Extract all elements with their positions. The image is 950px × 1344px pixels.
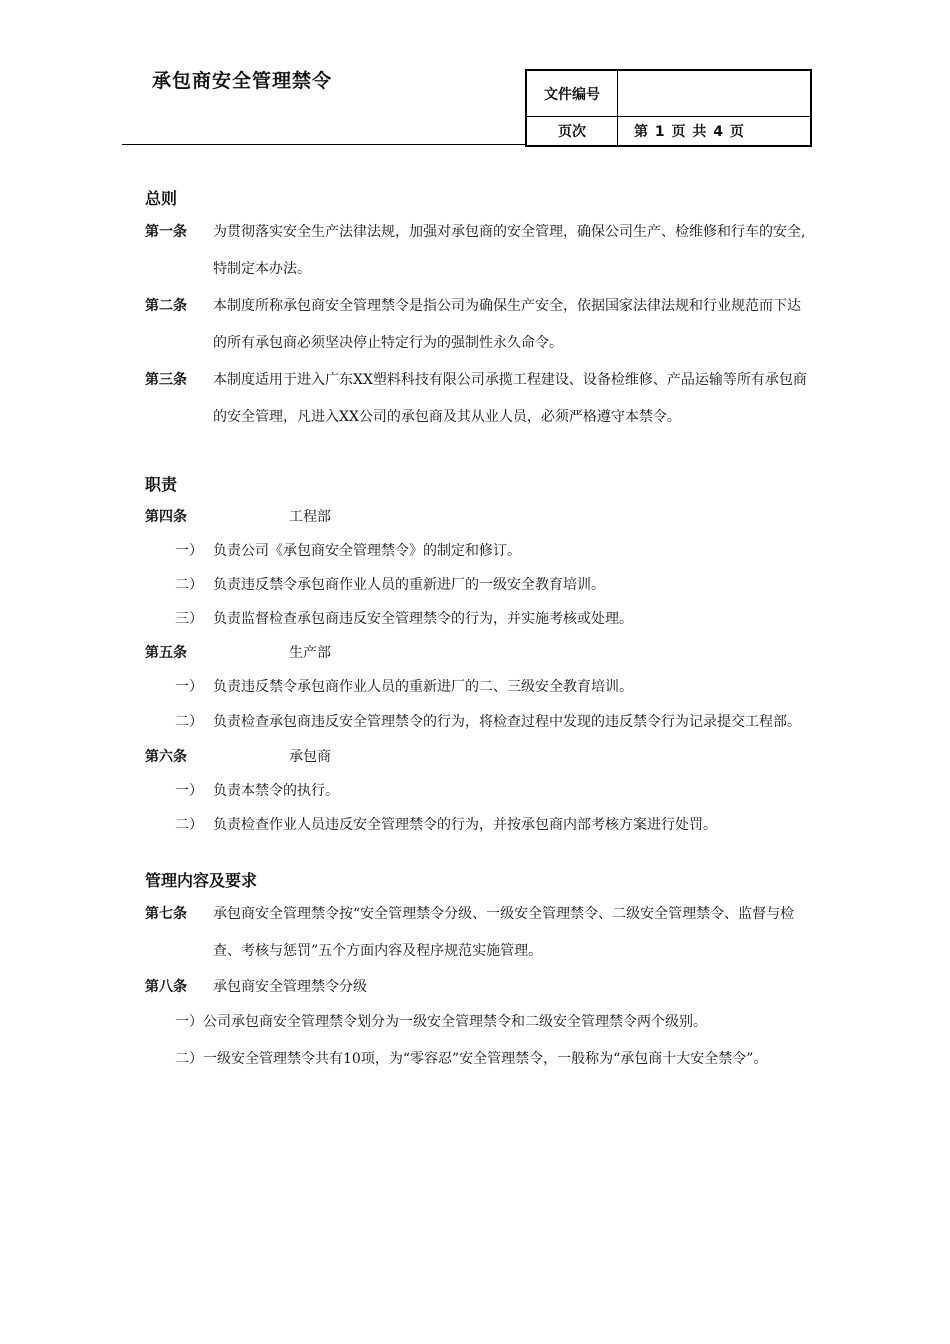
item-marker: 一） [175, 679, 203, 695]
list-item [145, 534, 810, 568]
article-7 [145, 896, 810, 970]
paragraph: 二）一级安全管理禁令共有10项，为“零容忍”安全管理禁令，一般称为“承包商十大安全禁令”。 [175, 1051, 768, 1067]
item-text: 负责本禁令的执行。 [213, 783, 339, 799]
item-text: 负责检查作业人员违反安全管理禁令的行为，并按承包商内部考核方案进行处罚。 [213, 817, 717, 833]
article-5 [145, 636, 810, 670]
list-item [145, 774, 810, 808]
list-item [145, 602, 810, 636]
page-number-value: 第 1 页 共 4 页 [618, 117, 812, 147]
item-marker: 二） [175, 714, 203, 730]
article-text: 本制度所称承包商安全管理禁令是指公司为确保生产安全，依据国家法律法规和行业规范而下达的所有承包商必须坚决停止特定行为的强制性永久命令。 [213, 298, 801, 351]
article-number: 第二条 [145, 298, 187, 314]
list-item [145, 704, 810, 740]
item-marker: 一） [175, 543, 203, 559]
item-text: 负责违反禁令承包商作业人员的重新进厂的二、三级安全教育培训。 [213, 679, 633, 695]
list-item [145, 568, 810, 602]
document-body [145, 184, 810, 1078]
article-8 [145, 970, 810, 1004]
item-marker: 三） [175, 611, 203, 627]
item-marker: 一） [175, 783, 203, 799]
section-heading-management: 管理内容及要求 [145, 871, 258, 890]
article-number: 第五条 [145, 645, 187, 661]
item-text: 负责监督检查承包商违反安全管理禁令的行为，并实施考核或处理。 [213, 611, 633, 627]
page-label: 页次 [526, 117, 618, 147]
article-number: 第八条 [145, 979, 187, 995]
section-heading-general: 总则 [145, 189, 178, 208]
article-4 [145, 500, 810, 534]
article-number: 第六条 [145, 749, 187, 765]
article-1 [145, 214, 810, 288]
list-item [145, 670, 810, 704]
document-info-table [525, 69, 812, 147]
article-text: 为贯彻落实安全生产法律法规，加强对承包商的安全管理，确保公司生产、检维修和行车的安全,特制定本办法。 [213, 224, 806, 277]
article-number: 第七条 [145, 906, 187, 922]
doc-number-label: 文件编号 [526, 70, 618, 117]
item-marker: 二） [175, 817, 203, 833]
article-number: 第三条 [145, 372, 187, 388]
department-name: 生产部 [289, 645, 331, 661]
article-title: 承包商安全管理禁令分级 [213, 979, 367, 995]
item-marker: 二） [175, 577, 203, 593]
page-title: 承包商安全管理禁令 [152, 70, 333, 92]
header-rule [122, 144, 527, 145]
article-2 [145, 288, 810, 362]
article-6 [145, 740, 810, 774]
article-3 [145, 362, 810, 436]
doc-number-value [618, 70, 812, 117]
list-item [145, 808, 810, 842]
article-number: 第一条 [145, 224, 187, 240]
item-text: 负责检查承包商违反安全管理禁令的行为，将检查过程中发现的违反禁令行为记录提交工程部。 [213, 714, 801, 730]
item-text: 负责违反禁令承包商作业人员的重新进厂的一级安全教育培训。 [213, 577, 605, 593]
article-text: 本制度适用于进入广东XX塑料科技有限公司承揽工程建设、设备检维修、产品运输等所有承包商的安全管理，凡进入XX公司的承包商及其从业人员，必须严格遵守本禁令。 [213, 372, 807, 425]
item-text: 负责公司《承包商安全管理禁令》的制定和修订。 [213, 543, 521, 559]
section-heading-duties: 职责 [145, 475, 178, 494]
article-number: 第四条 [145, 509, 187, 525]
paragraph: 一）公司承包商安全管理禁令划分为一级安全管理禁令和二级安全管理禁令两个级别。 [175, 1014, 707, 1030]
department-name: 承包商 [289, 749, 331, 765]
article-text: 承包商安全管理禁令按“安全管理禁令分级、一级安全管理禁令、二级安全管理禁令、监督与检查、考核与惩罚”五个方面内容及程序规范实施管理。 [213, 906, 795, 959]
department-name: 工程部 [289, 509, 331, 525]
